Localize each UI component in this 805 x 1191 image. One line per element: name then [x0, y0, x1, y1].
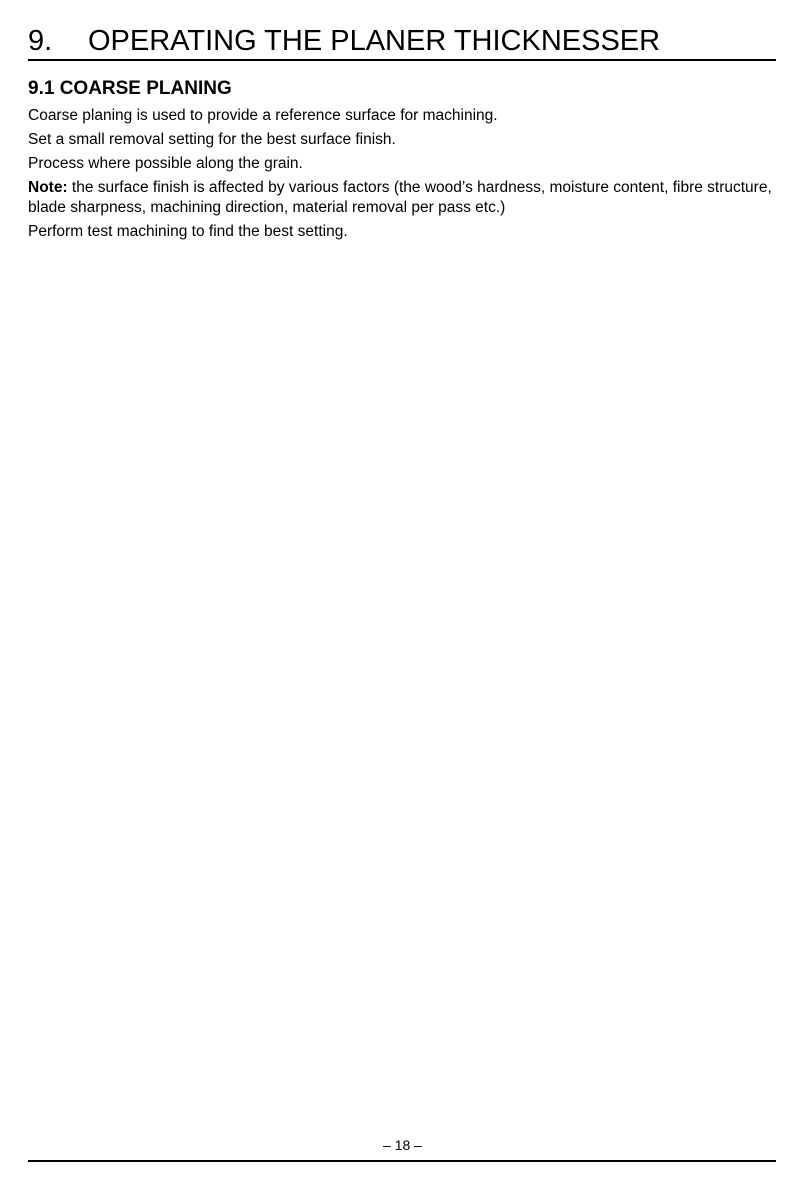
section-heading: 9.1 COARSE PLANING — [28, 78, 232, 99]
paragraph-test-machining: Perform test machining to find the best setting. — [28, 223, 348, 240]
note-paragraph — [28, 178, 780, 218]
paragraph-reference-surface: Coarse planing is used to provide a reference surface for machining. — [28, 107, 498, 124]
chapter-title: OPERATING THE PLANER THICKNESSER — [88, 25, 661, 57]
page-number: – 18 – — [383, 1137, 422, 1153]
note-label: Note: — [28, 179, 68, 196]
chapter-number: 9. — [28, 25, 53, 57]
note-text: the surface finish is affected by various factors (the wood’s hardness, moisture content, fibre structure, blade sharpness, machining direction, material removal per pass etc.) — [28, 179, 772, 216]
section-body — [28, 106, 780, 246]
footer-rule — [28, 1160, 776, 1162]
paragraph-grain-direction: Process where possible along the grain. — [28, 155, 303, 172]
paragraph-removal-setting: Set a small removal setting for the best surface finish. — [28, 131, 396, 148]
chapter-heading — [28, 24, 776, 61]
